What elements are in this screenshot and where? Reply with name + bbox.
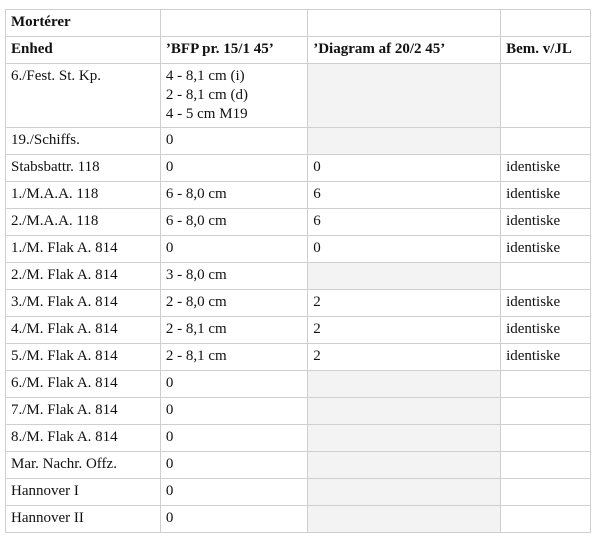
bfp-cell bbox=[160, 182, 307, 209]
note-cell: identiske bbox=[501, 344, 591, 371]
bfp-line: 2 - 8,1 cm (d) bbox=[165, 87, 248, 103]
bfp-line: 6 - 8,0 cm bbox=[165, 213, 227, 229]
table-row bbox=[6, 236, 591, 263]
table-row bbox=[6, 317, 591, 344]
diagram-cell: 6 bbox=[308, 182, 501, 209]
bfp-cell bbox=[160, 506, 307, 533]
header-note: Bem. v/JL bbox=[501, 37, 591, 64]
note-cell bbox=[501, 263, 591, 290]
bfp-line: 2 - 8,1 cm bbox=[165, 348, 227, 364]
bfp-cell bbox=[160, 425, 307, 452]
bfp-cell bbox=[160, 263, 307, 290]
unit-cell: 5./M. Flak A. 814 bbox=[6, 344, 161, 371]
unit-cell: 1./M.A.A. 118 bbox=[6, 182, 161, 209]
unit-cell: Mar. Nachr. Offz. bbox=[6, 452, 161, 479]
note-cell bbox=[501, 425, 591, 452]
bfp-line: 0 bbox=[165, 132, 174, 148]
note-cell: identiske bbox=[501, 236, 591, 263]
bfp-line: 0 bbox=[165, 159, 174, 175]
bfp-cell bbox=[160, 290, 307, 317]
bfp-cell bbox=[160, 128, 307, 155]
diagram-cell bbox=[308, 398, 501, 425]
bfp-cell bbox=[160, 479, 307, 506]
unit-cell: Hannover I bbox=[6, 479, 161, 506]
bfp-line: 4 - 8,1 cm (i) bbox=[165, 68, 245, 84]
table-row bbox=[6, 209, 591, 236]
table-row bbox=[6, 64, 591, 128]
diagram-cell: 0 bbox=[308, 155, 501, 182]
diagram-cell bbox=[308, 479, 501, 506]
note-cell bbox=[501, 479, 591, 506]
diagram-cell bbox=[308, 506, 501, 533]
bfp-line: 0 bbox=[165, 510, 174, 526]
table-body bbox=[6, 10, 591, 533]
diagram-cell bbox=[308, 371, 501, 398]
diagram-cell bbox=[308, 263, 501, 290]
bfp-line: 0 bbox=[165, 483, 174, 499]
unit-cell: 1./M. Flak A. 814 bbox=[6, 236, 161, 263]
bfp-cell bbox=[160, 317, 307, 344]
unit-cell: 4./M. Flak A. 814 bbox=[6, 317, 161, 344]
bfp-cell bbox=[160, 371, 307, 398]
table-row bbox=[6, 371, 591, 398]
diagram-cell bbox=[308, 128, 501, 155]
bfp-line: 2 - 8,1 cm bbox=[165, 321, 227, 337]
note-cell: identiske bbox=[501, 317, 591, 344]
diagram-cell: 2 bbox=[308, 290, 501, 317]
unit-cell: 7./M. Flak A. 814 bbox=[6, 398, 161, 425]
diagram-cell: 0 bbox=[308, 236, 501, 263]
table-row bbox=[6, 506, 591, 533]
bfp-cell bbox=[160, 236, 307, 263]
bfp-cell bbox=[160, 64, 307, 128]
table-row bbox=[6, 155, 591, 182]
unit-cell: 3./M. Flak A. 814 bbox=[6, 290, 161, 317]
unit-cell: 19./Schiffs. bbox=[6, 128, 161, 155]
bfp-cell bbox=[160, 398, 307, 425]
bfp-line: 0 bbox=[165, 429, 174, 445]
table-row bbox=[6, 263, 591, 290]
table-row bbox=[6, 479, 591, 506]
header-unit: Enhed bbox=[6, 37, 161, 64]
diagram-cell bbox=[308, 425, 501, 452]
title-empty-cell bbox=[501, 10, 591, 37]
bfp-line: 2 - 8,0 cm bbox=[165, 294, 227, 310]
header-bfp: ’BFP pr. 15/1 45’ bbox=[160, 37, 307, 64]
header-diagram: ’Diagram af 20/2 45’ bbox=[308, 37, 501, 64]
mortar-table bbox=[5, 9, 591, 533]
note-cell: identiske bbox=[501, 155, 591, 182]
bfp-line: 0 bbox=[165, 240, 174, 256]
bfp-cell bbox=[160, 344, 307, 371]
bfp-line: 0 bbox=[165, 402, 174, 418]
note-cell: identiske bbox=[501, 182, 591, 209]
table-row bbox=[6, 182, 591, 209]
unit-cell: 2./M.A.A. 118 bbox=[6, 209, 161, 236]
note-cell: identiske bbox=[501, 290, 591, 317]
note-cell bbox=[501, 128, 591, 155]
diagram-cell: 6 bbox=[308, 209, 501, 236]
note-cell bbox=[501, 506, 591, 533]
bfp-cell bbox=[160, 452, 307, 479]
unit-cell: 6./Fest. St. Kp. bbox=[6, 64, 161, 128]
note-cell bbox=[501, 64, 591, 128]
diagram-cell: 2 bbox=[308, 317, 501, 344]
table-row bbox=[6, 425, 591, 452]
bfp-line: 6 - 8,0 cm bbox=[165, 186, 227, 202]
table-title: Mortérer bbox=[6, 10, 161, 37]
title-row bbox=[6, 10, 591, 37]
table-row bbox=[6, 128, 591, 155]
table-row bbox=[6, 452, 591, 479]
note-cell bbox=[501, 398, 591, 425]
note-cell bbox=[501, 452, 591, 479]
title-empty-cell bbox=[308, 10, 501, 37]
unit-cell: 8./M. Flak A. 814 bbox=[6, 425, 161, 452]
bfp-cell bbox=[160, 209, 307, 236]
table-row bbox=[6, 344, 591, 371]
unit-cell: Hannover II bbox=[6, 506, 161, 533]
unit-cell: 6./M. Flak A. 814 bbox=[6, 371, 161, 398]
table-row bbox=[6, 290, 591, 317]
table-row bbox=[6, 398, 591, 425]
bfp-line: 4 - 5 cm M19 bbox=[165, 106, 248, 122]
bfp-line: 0 bbox=[165, 375, 174, 391]
note-cell: identiske bbox=[501, 209, 591, 236]
diagram-cell bbox=[308, 452, 501, 479]
bfp-cell bbox=[160, 155, 307, 182]
header-row bbox=[6, 37, 591, 64]
bfp-line: 0 bbox=[165, 456, 174, 472]
note-cell bbox=[501, 371, 591, 398]
bfp-line: 3 - 8,0 cm bbox=[165, 267, 227, 283]
diagram-cell bbox=[308, 64, 501, 128]
unit-cell: 2./M. Flak A. 814 bbox=[6, 263, 161, 290]
unit-cell: Stabsbattr. 118 bbox=[6, 155, 161, 182]
diagram-cell: 2 bbox=[308, 344, 501, 371]
title-empty-cell bbox=[160, 10, 307, 37]
